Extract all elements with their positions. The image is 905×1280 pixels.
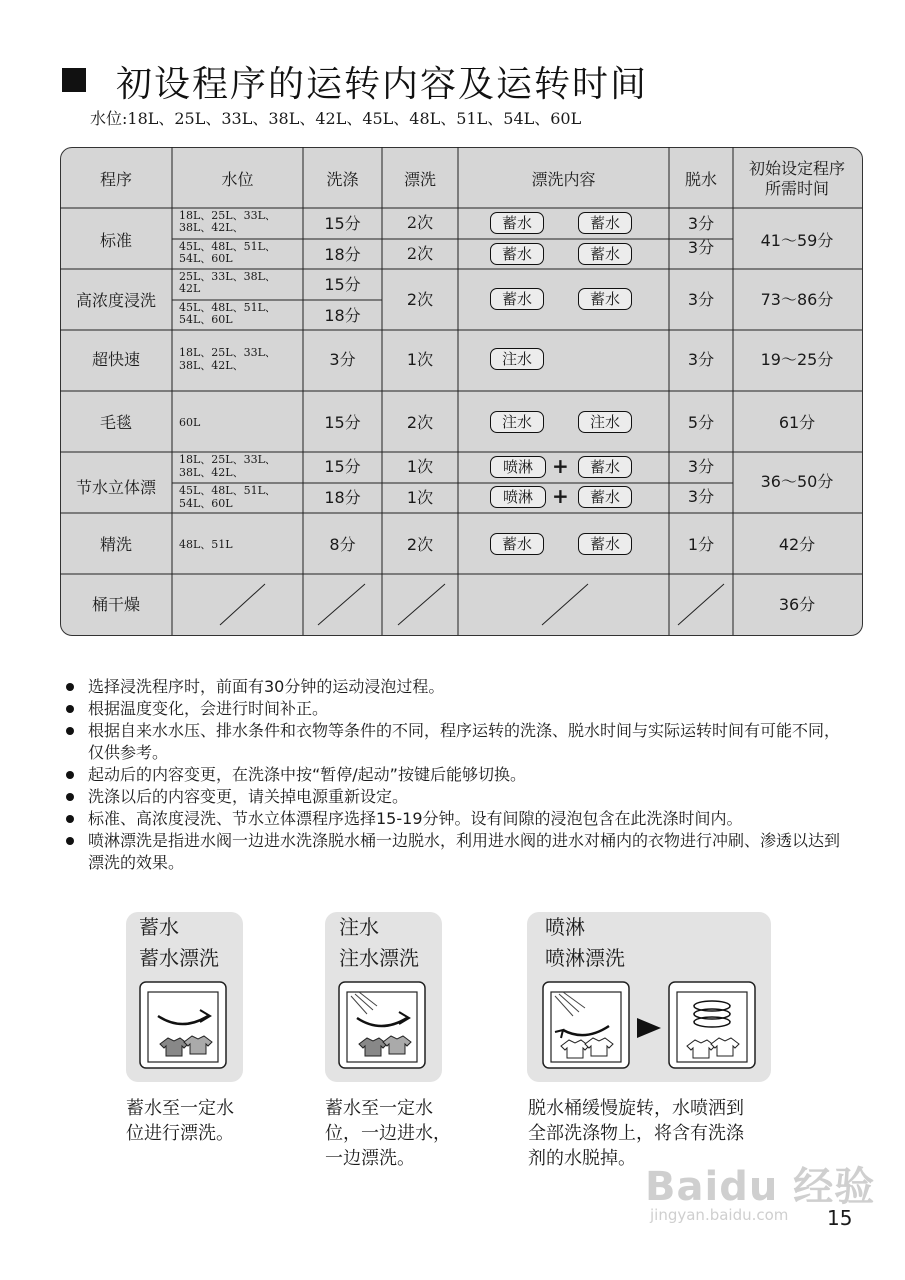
row-soak-b-water1: 45L、48L、51L、 [179, 301, 276, 314]
row-soak-b-wash: 18分 [324, 306, 361, 325]
row-eco-b-water2: 54L、60L [179, 497, 233, 510]
bullet-icon [66, 683, 74, 691]
note-item: 选择浸洗程序时，前面有30分钟的运动浸泡过程。 [64, 676, 864, 698]
tag-spray: 喷淋 [490, 456, 546, 478]
row-eco-a-wash: 15分 [324, 457, 361, 476]
panel-fill-caption2: 位，一边进水， [325, 1123, 451, 1144]
row-soak-time: 73～86分 [760, 290, 834, 309]
header-rinse-content: 漂洗内容 [531, 170, 596, 189]
header-wash: 洗涤 [326, 170, 359, 189]
panel-standby-title: 蓄水 [139, 915, 179, 939]
header-time-line1: 初始设定程序 [748, 159, 845, 178]
panel-fill-subtitle: 注水漂洗 [339, 946, 419, 970]
baidu-watermark-url: jingyan.baidu.com [650, 1206, 789, 1224]
tag-fill: 注水 [490, 411, 544, 433]
row-eco-b-spin: 3分 [687, 487, 715, 506]
washer-spray-icon [541, 980, 761, 1072]
row-delicate-water: 48L、51L [179, 538, 233, 551]
row-standard-b-wash: 18分 [324, 245, 361, 264]
row-eco-time: 36～50分 [760, 472, 834, 491]
tag-standby: 蓄水 [490, 243, 544, 265]
tag-standby: 蓄水 [578, 486, 632, 508]
bullet-icon [66, 771, 74, 779]
washer-fill-icon [337, 980, 429, 1072]
row-blanket-rinse: 2次 [406, 413, 434, 432]
row-blanket-spin: 5分 [687, 413, 715, 432]
panel-spray-caption3: 剂的水脱掉。 [528, 1148, 636, 1169]
note-item: 标准、高浓度浸洗、节水立体漂程序选择15-19分钟。设有间隙的浸泡包含在此洗涤时间内。 [64, 808, 864, 830]
row-quick-name: 超快速 [91, 350, 140, 369]
tag-standby: 蓄水 [490, 533, 544, 555]
row-standard-b-spin: 3分 [687, 238, 715, 257]
tag-standby: 蓄水 [578, 212, 632, 234]
row-eco-a-water1: 18L、25L、33L、 [179, 453, 276, 466]
tag-fill: 注水 [578, 411, 632, 433]
header-time [733, 159, 861, 199]
row-dry-time: 36分 [778, 595, 816, 614]
bullet-icon [66, 705, 74, 713]
bullet-icon [66, 815, 74, 823]
row-soak-rinse: 2次 [406, 290, 434, 309]
row-standard-b-water1: 45L、48L、51L、 [179, 240, 276, 253]
note-item: 起动后的内容变更，在洗涤中按“暂停/起动”按键后能够切换。 [64, 764, 864, 786]
row-quick-wash: 3分 [329, 350, 356, 369]
bullet-icon [66, 793, 74, 801]
row-eco-b-water1: 45L、48L、51L、 [179, 484, 276, 497]
row-standard-b-water2: 54L、60L [179, 252, 233, 265]
title-square-icon [62, 68, 86, 92]
plus-icon: + [552, 484, 569, 508]
row-standard-name: 标准 [99, 231, 132, 250]
page-title: 初设程序的运转内容及运转时间 [116, 64, 649, 105]
panel-spray-subtitle: 喷淋漂洗 [545, 946, 625, 970]
panel-spray-caption1: 脱水桶缓慢旋转，水喷洒到 [528, 1098, 744, 1119]
bullet-icon [66, 837, 74, 845]
row-quick-water1: 18L、25L、33L、 [179, 346, 276, 359]
row-soak-b-water2: 54L、60L [179, 313, 233, 326]
row-soak-name: 高浓度浸洗 [75, 291, 156, 310]
row-delicate-rinse: 2次 [406, 535, 434, 554]
plus-icon: + [552, 454, 569, 478]
row-delicate-wash: 8分 [329, 535, 356, 554]
baidu-watermark: Baidu 经验 [645, 1164, 876, 1210]
row-quick-time: 19～25分 [760, 350, 834, 369]
row-soak-a-water1: 25L、33L、38L、 [179, 270, 276, 283]
tag-standby: 蓄水 [578, 456, 632, 478]
notes-list [64, 676, 864, 874]
panel-standby-caption2: 位进行漂洗。 [126, 1123, 234, 1144]
row-eco-a-rinse: 1次 [406, 457, 434, 476]
row-standard-b-rinse: 2次 [406, 244, 434, 263]
panel-fill-caption1: 蓄水至一定水 [325, 1098, 433, 1119]
note-item: 根据自来水水压、排水条件和衣物等条件的不同，程序运转的洗涤、脱水时间与实际运转时间有可能不同，仅供参考。 [64, 720, 848, 764]
water-levels: 水位:18L、25L、33L、38L、42L、45L、48L、51L、54L、60L [90, 109, 582, 128]
panel-spray-caption2: 全部洗涤物上，将含有洗涤 [528, 1123, 744, 1144]
row-soak-a-wash: 15分 [324, 275, 361, 294]
header-program: 程序 [99, 170, 132, 189]
tag-standby: 蓄水 [578, 533, 632, 555]
tag-standby: 蓄水 [490, 288, 544, 310]
header-spin: 脱水 [684, 170, 717, 189]
row-delicate-name: 精洗 [99, 535, 132, 554]
row-eco-name: 节水立体漂 [75, 478, 156, 497]
note-item: 根据温度变化，会进行时间补正。 [64, 698, 864, 720]
row-delicate-spin: 1分 [687, 535, 715, 554]
note-item: 喷淋漂洗是指进水阀一边进水洗涤脱水桶一边脱水，利用进水阀的进水对桶内的衣物进行冲刷、渗透以达到漂洗的效果。 [64, 830, 848, 874]
panel-standby-caption1: 蓄水至一定水 [126, 1098, 234, 1119]
row-standard-a-spin: 3分 [687, 214, 715, 233]
panel-spray-title: 喷淋 [545, 915, 585, 939]
tag-standby: 蓄水 [490, 212, 544, 234]
panel-standby-subtitle: 蓄水漂洗 [139, 946, 219, 970]
row-blanket-name: 毛毯 [99, 413, 132, 432]
note-item: 洗涤以后的内容变更，请关掉电源重新设定。 [64, 786, 864, 808]
row-eco-b-wash: 18分 [324, 488, 361, 507]
row-blanket-time: 61分 [778, 413, 816, 432]
row-delicate-time: 42分 [778, 535, 816, 554]
row-eco-b-rinse: 1次 [406, 488, 434, 507]
tag-spray: 喷淋 [490, 486, 546, 508]
row-standard-time: 41～59分 [760, 231, 834, 250]
row-standard-a-water1: 18L、25L、33L、 [179, 209, 276, 222]
header-rinse: 漂洗 [403, 170, 436, 189]
page-number: 15 [827, 1206, 853, 1230]
bullet-icon [66, 727, 74, 735]
header-water: 水位 [221, 170, 254, 189]
row-standard-a-rinse: 2次 [406, 213, 434, 232]
row-soak-spin: 3分 [687, 290, 715, 309]
tag-standby: 蓄水 [578, 288, 632, 310]
panel-fill-title: 注水 [339, 915, 379, 939]
header-time-line2: 所需时间 [764, 179, 829, 198]
row-dry-name: 桶干燥 [91, 595, 140, 614]
row-eco-a-spin: 3分 [687, 457, 715, 476]
washer-standby-icon [138, 980, 230, 1072]
row-quick-spin: 3分 [687, 350, 715, 369]
row-blanket-water: 60L [179, 416, 201, 429]
row-quick-rinse: 1次 [406, 350, 434, 369]
row-standard-a-water2: 38L、42L、 [179, 221, 244, 234]
panel-fill-caption3: 一边漂洗。 [325, 1148, 415, 1169]
row-blanket-wash: 15分 [324, 413, 361, 432]
row-soak-a-water2: 42L [179, 282, 201, 295]
row-eco-a-water2: 38L、42L、 [179, 466, 244, 479]
tag-standby: 蓄水 [578, 243, 632, 265]
row-standard-a-wash: 15分 [324, 214, 361, 233]
row-quick-water2: 38L、42L、 [179, 359, 244, 372]
tag-fill: 注水 [490, 348, 544, 370]
